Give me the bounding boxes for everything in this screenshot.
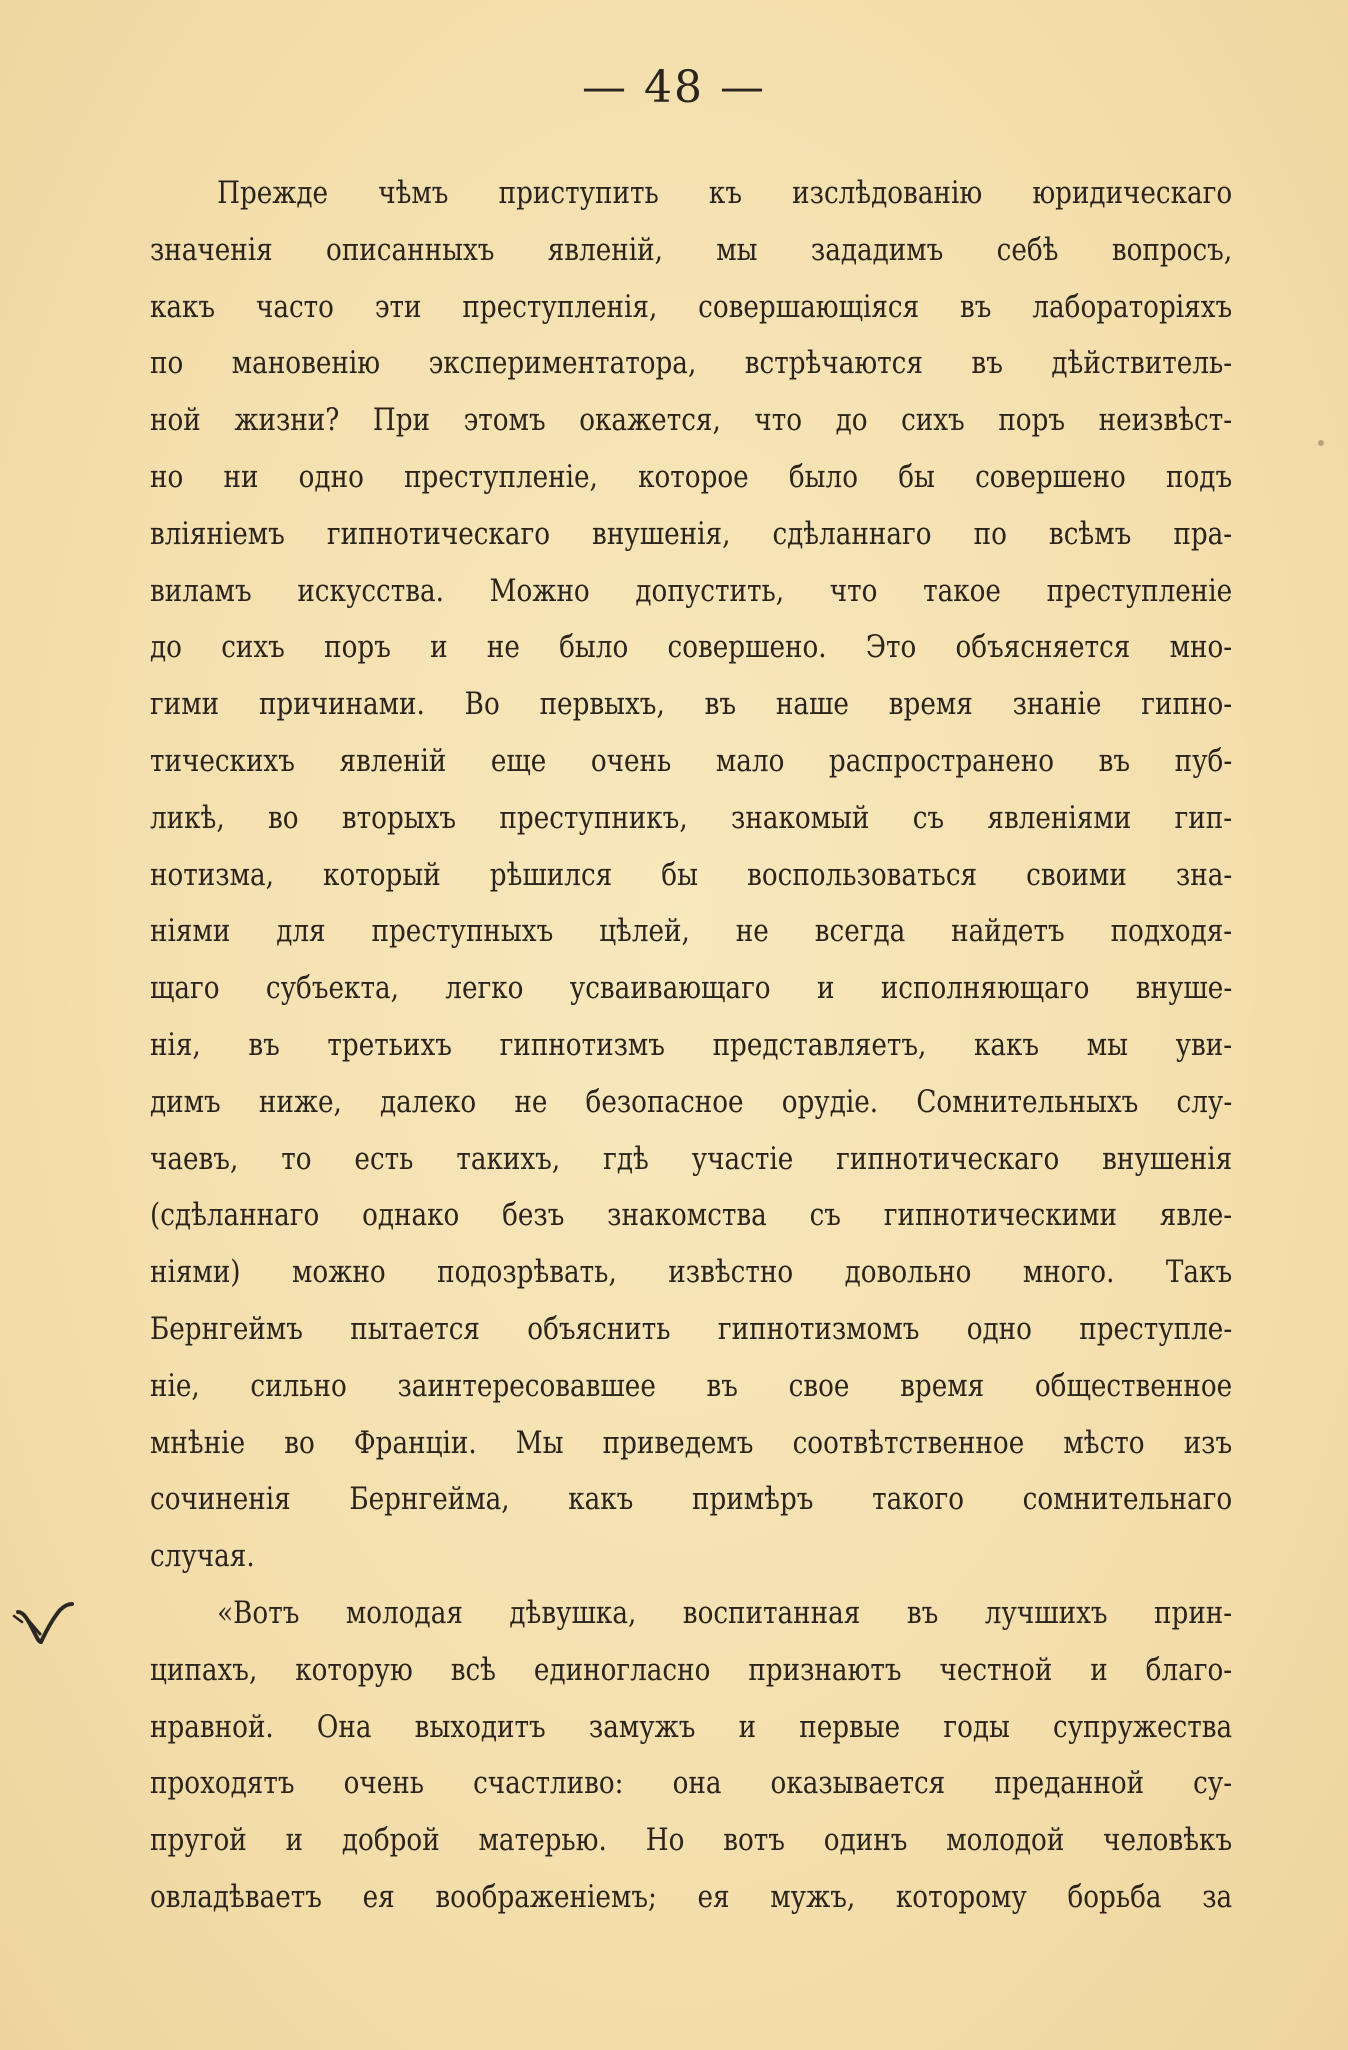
text-line: ципахъ, которую всѣ единогласно признаютъ честной и благо- [150,1652,1233,1688]
body-text [150,166,1232,1927]
text-line: мнѣніе во Франціи. Мы приведемъ соотвѣтственное мѣсто изъ [150,1425,1233,1461]
text-line: щаго субъекта, легко усваивающаго и исполняющаго внуше- [150,971,1233,1007]
text-line: Прежде чѣмъ приступить къ изслѣдованію юридическаго [217,176,1233,211]
text-line: пругой и доброй матерью. Но вотъ одинъ молодой человѣкъ [150,1823,1233,1859]
text-line: «Вотъ молодая дѣвушка, воспитанная въ лучшихъ прин- [217,1595,1233,1631]
text-line: тическихъ явленій еще очень мало распространено въ пуб- [150,743,1233,779]
text-line: до сихъ поръ и не было совершено. Это объясняется мно- [150,630,1233,666]
text-line: чаевъ, то есть такихъ, гдѣ участіе гипнотическаго внушенія [150,1141,1233,1177]
paper-speck [1318,440,1324,446]
text-line: гими причинами. Во первыхъ, въ наше время знаніе гипно- [150,687,1233,723]
text-line: ной жизни? При этомъ окажется, что до сихъ поръ неизвѣст- [150,403,1233,439]
text-line: овладѣваетъ ея воображеніемъ; ея мужъ, которому борьба за [150,1879,1233,1915]
text-line: по мановенію экспериментатора, встрѣчаются въ дѣйствитель- [150,346,1233,382]
page-number: — 48 — [582,62,766,113]
text-line: но ни одно преступленіе, которое было бы совершено подъ [150,459,1233,495]
text-line: значенія описанныхъ явленій, мы зададимъ себѣ вопросъ, [150,232,1233,268]
text-line: виламъ искусства. Можно допустить, что такое преступленіе [150,573,1233,609]
text-line: ніями) можно подозрѣвать, извѣстно довольно много. Такъ [150,1255,1233,1291]
text-line: сочиненія Бернгейма, какъ примѣръ такого сомнительнаго [150,1482,1233,1518]
text-line: нотизма, который рѣшился бы воспользоваться своими зна- [150,857,1233,893]
text-line: вліяніемъ гипнотическаго внушенія, сдѣланнаго по всѣмъ пра- [150,516,1233,552]
text-line: димъ ниже, далеко не безопасное орудіе. Сомнительныхъ слу- [150,1084,1233,1120]
text-line: Бернгеймъ пытается объяснить гипнотизмомъ одно преступле- [150,1311,1233,1347]
text-line: проходятъ очень счастливо: она оказывается преданной су- [150,1766,1233,1802]
text-line: какъ часто эти преступленія, совершающіяся въ лабораторіяхъ [150,289,1233,325]
text-line: ликѣ, во вторыхъ преступникъ, знакомый съ явленіями гип- [150,800,1233,836]
handwritten-check-icon [10,1598,80,1648]
text-line: ніе, сильно заинтересовавшее въ свое время общественное [150,1368,1233,1404]
text-line: случая. [150,1539,255,1575]
text-line: нія, въ третьихъ гипнотизмъ представляетъ, какъ мы уви- [150,1027,1233,1063]
text-line: ніями для преступныхъ цѣлей, не всегда найдетъ подходя- [150,914,1233,950]
text-line: нравной. Она выходитъ замужъ и первые годы супружества [150,1709,1233,1745]
text-line: (сдѣланнаго однако безъ знакомства съ гипнотическими явле- [150,1198,1233,1234]
